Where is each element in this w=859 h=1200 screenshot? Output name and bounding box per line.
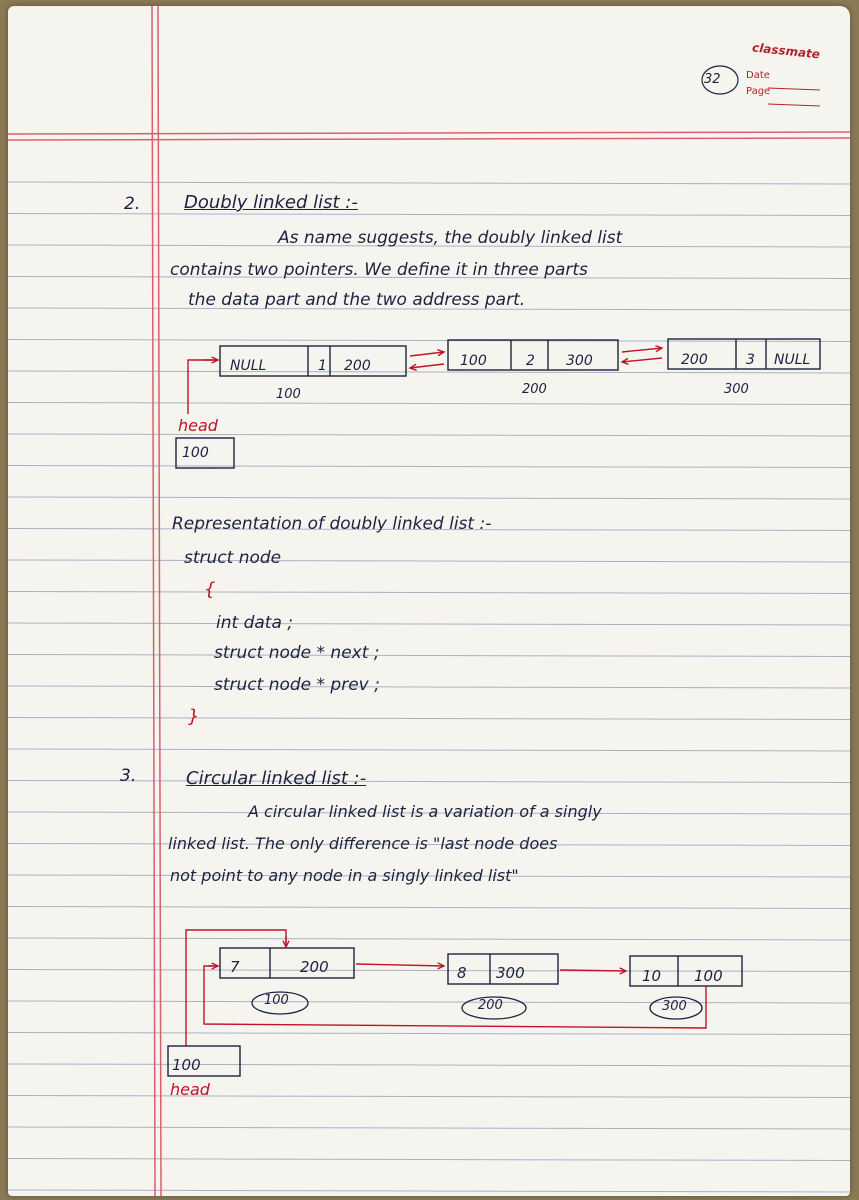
date-label: Date: [746, 70, 770, 81]
node-address: 100: [276, 387, 301, 402]
circular-node-box: [220, 948, 354, 978]
node-data: 7: [230, 958, 240, 976]
ruled-line: [8, 340, 850, 342]
ruled-line: [8, 497, 850, 499]
ruled-line: [8, 1190, 850, 1192]
head-value: 100: [172, 1056, 201, 1074]
head-pointer: [188, 360, 216, 414]
ruled-line: [8, 560, 850, 562]
ruled-line: [8, 970, 850, 972]
node-next: 300: [496, 964, 525, 982]
section-number: 2.: [124, 194, 141, 214]
page-line: [768, 104, 820, 106]
ruled-line: [8, 655, 850, 657]
node-data: 3: [746, 352, 755, 368]
ruled-line: [8, 371, 850, 373]
ruled-line: [8, 907, 850, 909]
representation-title: Representation of doubly linked list :-: [172, 514, 492, 534]
node-address: 300: [724, 382, 749, 397]
ruled-line: [8, 182, 850, 184]
node-next: 200: [344, 358, 371, 374]
brand-logo: classmate: [751, 40, 821, 62]
head-value: 100: [182, 445, 209, 461]
node-data: 10: [642, 967, 662, 985]
node-address: 300: [662, 999, 687, 1014]
code-line: {: [204, 579, 216, 600]
section-title: Circular linked list :-: [186, 768, 367, 789]
node-address: 100: [264, 993, 289, 1008]
node-next: 200: [300, 958, 329, 976]
ruled-line: [8, 938, 850, 940]
ruled-line: [8, 623, 850, 625]
node-next: 300: [566, 353, 593, 369]
page-label: Page: [746, 86, 771, 97]
ruled-line: [8, 403, 850, 405]
node-data: 2: [526, 353, 535, 369]
paragraph-line: the data part and the two address part.: [188, 290, 526, 310]
node-data: 1: [318, 358, 327, 374]
paragraph-line: As name suggests, the doubly linked list: [278, 228, 623, 248]
head-label: head: [170, 1080, 210, 1099]
ruled-line: [8, 1064, 850, 1066]
node-address: 200: [478, 998, 503, 1013]
page-number: 32: [704, 72, 721, 87]
ruled-line: [8, 1033, 850, 1035]
paragraph-line: not point to any node in a singly linked list": [170, 866, 519, 885]
paragraph-line: linked list. The only difference is "last node does: [168, 834, 558, 853]
node-prev: NULL: [230, 358, 267, 374]
top-margin-line: [8, 138, 850, 140]
ruled-line: [8, 686, 850, 688]
code-line: }: [188, 706, 200, 727]
node-data: 8: [457, 964, 467, 982]
next-arrow: [560, 970, 626, 971]
date-line: [768, 88, 820, 90]
ruled-line: [8, 592, 850, 594]
node-next: NULL: [774, 352, 811, 368]
ruled-line: [8, 1127, 850, 1129]
node-address: 200: [522, 382, 547, 397]
left-margin-line: [152, 6, 155, 1196]
node-prev: 100: [460, 353, 487, 369]
ruled-line: [8, 1001, 850, 1003]
ruled-line: [8, 1096, 850, 1098]
ruled-line: [8, 466, 850, 468]
code-line: int data ;: [216, 613, 293, 633]
node-prev: 200: [681, 352, 708, 368]
ruled-line: [8, 749, 850, 751]
ruled-line: [8, 718, 850, 720]
node-next: 100: [694, 967, 723, 985]
ruled-line: [8, 1159, 850, 1161]
code-line: struct node * prev ;: [214, 675, 380, 695]
head-label: head: [178, 416, 218, 435]
top-margin-line: [8, 132, 850, 134]
next-arrow: [356, 964, 444, 966]
notebook-page: [8, 6, 850, 1196]
code-line: struct node: [184, 548, 282, 568]
paragraph-line: A circular linked list is a variation of a singly: [248, 802, 602, 821]
section-number: 3.: [120, 766, 137, 786]
code-line: struct node * next ;: [214, 643, 380, 663]
section-title: Doubly linked list :-: [184, 192, 358, 213]
paragraph-line: contains two pointers. We define it in three parts: [170, 260, 588, 280]
ruled-line: [8, 434, 850, 436]
ruled-lines: [8, 6, 850, 1196]
left-margin-line: [158, 6, 161, 1196]
